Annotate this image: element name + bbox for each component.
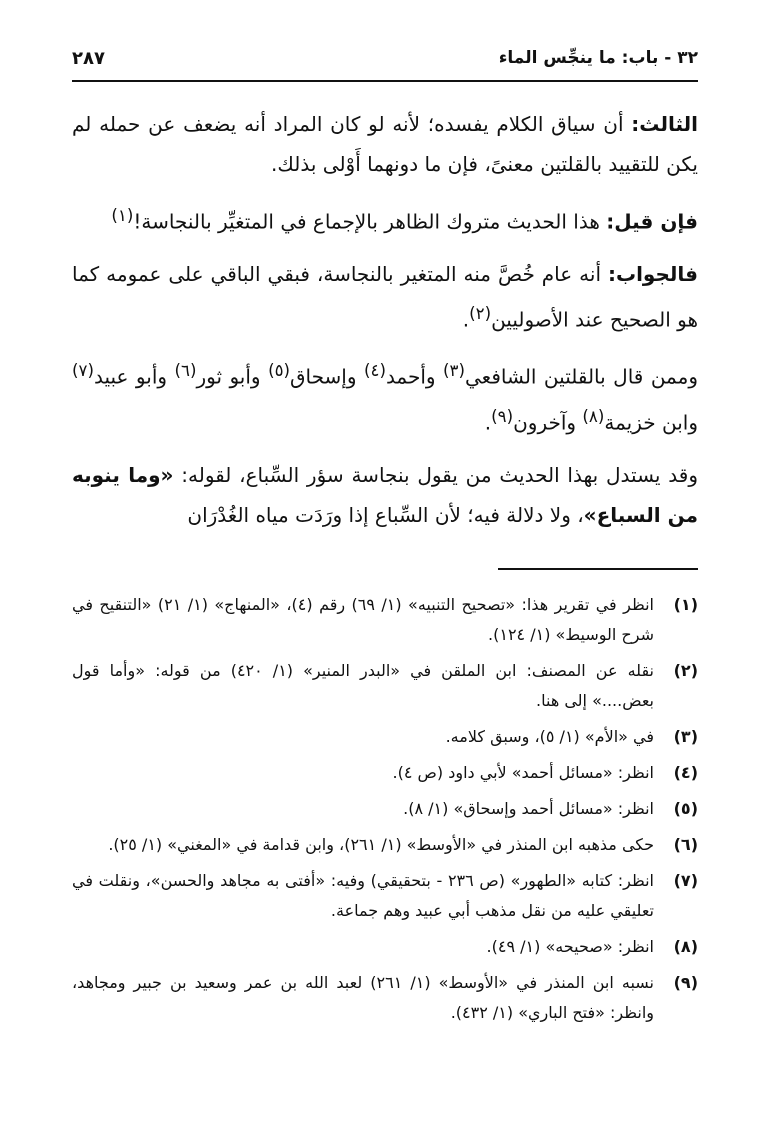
footnote-text: في «الأم» (١/ ٥)، وسبق كلامه. bbox=[445, 727, 654, 746]
paragraph-label: فالجواب: bbox=[607, 261, 698, 286]
footnote-ref[interactable]: (٨) bbox=[582, 406, 605, 426]
paragraph-text: أن سياق الكلام يفسده؛ لأنه لو كان المراد أنه يضعف عن حمله لم يكن للتقييد بالقلتين معنىً، فإن ما دونهما أَوْلى بذلك. bbox=[72, 112, 698, 176]
footnote-ref[interactable]: (٤) bbox=[363, 361, 386, 381]
footnote-text: انظر: «مسائل أحمد» لأبي داود (ص ٤). bbox=[392, 763, 654, 782]
text-segment: وأبو عبيد bbox=[93, 364, 175, 389]
text-segment: وأحمد bbox=[385, 364, 444, 389]
footnote bbox=[72, 932, 698, 962]
paragraph-end: . bbox=[484, 410, 492, 435]
footnote-number: (٨) bbox=[673, 937, 698, 956]
footnote bbox=[72, 830, 698, 860]
text-segment: وآخرون bbox=[513, 410, 583, 435]
page-header bbox=[72, 40, 698, 82]
footnote-separator bbox=[498, 568, 698, 570]
text-segment: وممن قال بالقلتين الشافعي bbox=[465, 364, 698, 389]
footnotes-section bbox=[72, 568, 698, 1034]
footnote-number: (٩) bbox=[673, 973, 698, 992]
footnote-text: نسبه ابن المنذر في «الأوسط» (١/ ٢٦١) لعبد الله بن عمر وسعيد بن جبير ومجاهد، وانظر: «فتح الباري» (١/ ٤٣٢). bbox=[72, 973, 655, 1022]
paragraph-scholars bbox=[72, 351, 698, 442]
footnote bbox=[72, 968, 698, 1028]
paragraph-text: ، ولا دلالة فيه؛ لأن السِّباع إذا ورَدَت مياه الغُدْرَان bbox=[187, 502, 584, 527]
footnote-number: (١) bbox=[673, 595, 698, 614]
main-text bbox=[72, 104, 698, 547]
footnote bbox=[72, 794, 698, 824]
footnote-ref[interactable]: (٥) bbox=[268, 361, 291, 381]
footnote bbox=[72, 590, 698, 650]
paragraph-label: فإن قيل: bbox=[606, 209, 698, 234]
footnote-text: انظر: «مسائل أحمد وإسحاق» (١/ ٨). bbox=[403, 799, 654, 818]
footnote bbox=[72, 758, 698, 788]
footnote-number: (٧) bbox=[673, 871, 698, 890]
text-segment: وإسحاق bbox=[290, 364, 364, 389]
footnote-ref[interactable]: (٦) bbox=[174, 361, 197, 381]
footnote bbox=[72, 722, 698, 752]
footnote-ref[interactable]: (٩) bbox=[491, 406, 514, 426]
paragraph-predators bbox=[72, 455, 698, 535]
paragraph-end: . bbox=[462, 307, 470, 332]
paragraph-third-point bbox=[72, 104, 698, 184]
footnote-text: انظر في تقرير هذا: «تصحيح التنبيه» (١/ ٦٩) رقم (٤)، «المنهاج» (١/ ٢١) «التنقيح في شرح الوسيط» (١/ ١٢٤). bbox=[72, 595, 654, 644]
paragraph-text: أنه عام خُصَّ منه المتغير بالنجاسة، فبقي الباقي على عمومه كما هو الصحيح عند الأصوليين bbox=[72, 261, 698, 332]
footnote-number: (٣) bbox=[673, 727, 698, 746]
footnote-number: (٤) bbox=[673, 763, 698, 782]
footnote-ref[interactable]: (٧) bbox=[72, 361, 94, 381]
footnote bbox=[72, 866, 698, 926]
footnote-number: (٥) bbox=[673, 799, 698, 818]
footnote-ref[interactable]: (١) bbox=[111, 206, 134, 225]
paragraph-label: الثالث: bbox=[631, 112, 698, 136]
footnote-ref[interactable]: (٣) bbox=[443, 361, 465, 381]
chapter-title: ٣٢ - باب: ما ينجِّس الماء bbox=[498, 48, 698, 68]
footnote-ref[interactable]: (٢) bbox=[469, 303, 492, 323]
paragraph-objection bbox=[72, 196, 698, 242]
text-segment: وأبو ثور bbox=[196, 364, 269, 389]
paragraph-answer bbox=[72, 254, 698, 340]
footnote-text: انظر: «صحيحه» (١/ ٤٩). bbox=[486, 937, 654, 956]
footnote-text: حكى مذهبه ابن المنذر في «الأوسط» (١/ ٢٦١)، وابن قدامة في «المغني» (١/ ٢٥). bbox=[108, 835, 654, 854]
text-segment: وابن خزيمة bbox=[604, 410, 698, 435]
footnote-text: نقله عن المصنف: ابن الملقن في «البدر المنير» (١/ ٤٢٠) من قوله: «وأما قول بعض....» إلى هنا. bbox=[72, 661, 654, 710]
footnote bbox=[72, 656, 698, 716]
hadith-quote: «وما ينوبه من السباع» bbox=[72, 462, 698, 527]
paragraph-text: هذا الحديث متروك الظاهر بالإجماع في المتغيِّر بالنجاسة! bbox=[133, 209, 600, 234]
footnote-number: (٦) bbox=[673, 835, 698, 854]
paragraph-text: وقد يستدل بهذا الحديث من يقول بنجاسة سؤر السِّباع، لقوله: bbox=[173, 462, 698, 487]
footnote-number: (٢) bbox=[673, 661, 698, 680]
page-number: ٢٨٧ bbox=[72, 48, 105, 69]
footnote-text: انظر: كتابه «الطهور» (ص ٢٣٦ - بتحقيقي) وفيه: «أفتى به مجاهد والحسن»، ونقلت في تعليقي عليه من نقل مذهب أبي عبيد وهم جماعة. bbox=[72, 871, 654, 920]
